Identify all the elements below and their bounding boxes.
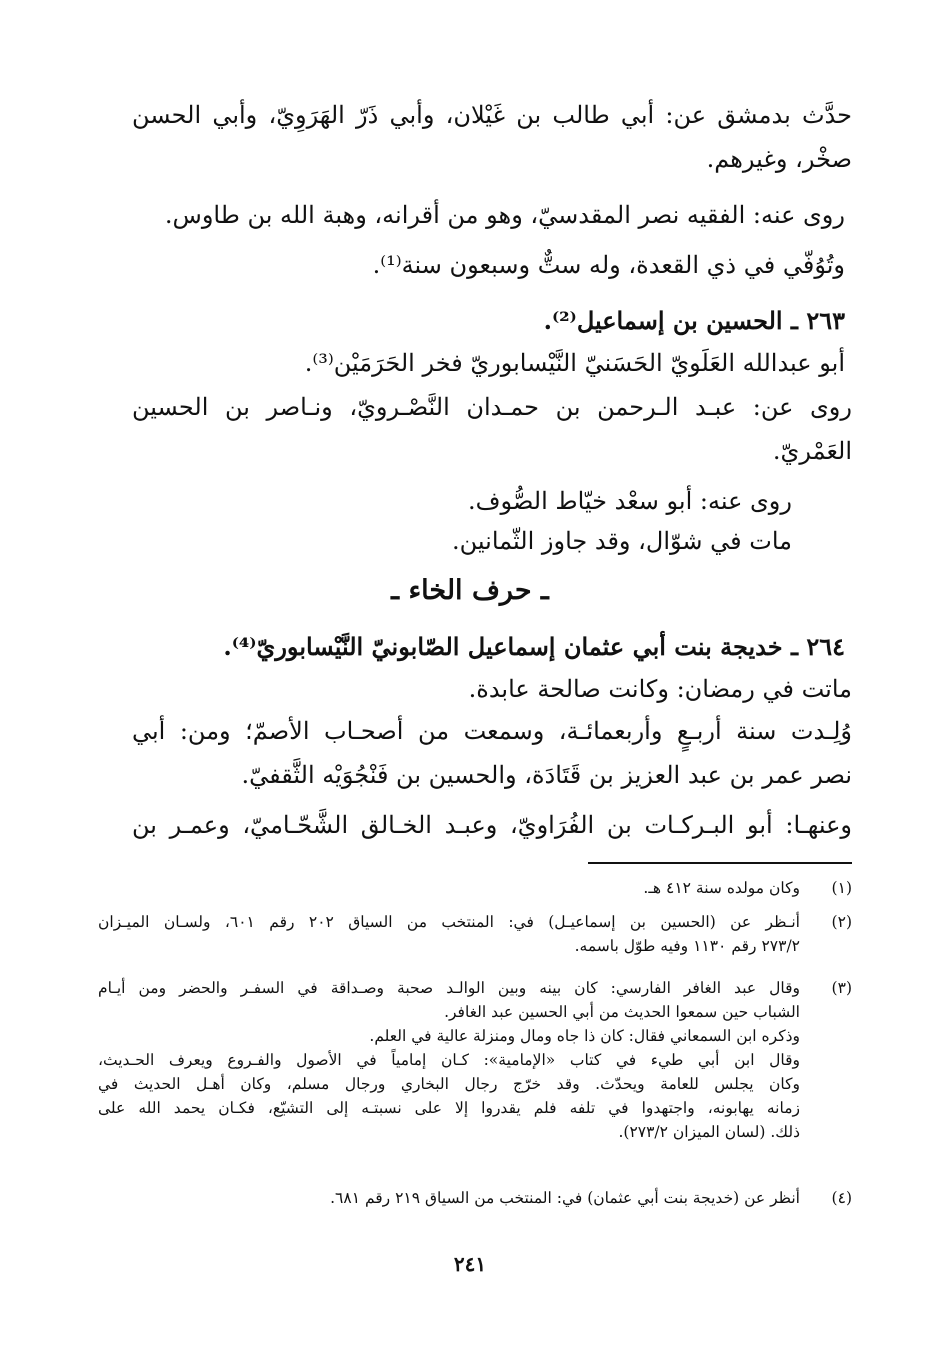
entry-264-heading: ٢٦٤ ـ خديجة بنت أبي عثمان إسماعيل الصّابونيّ النَّيْسابوريّ⁽⁴⁾. <box>223 632 845 661</box>
footnote-line: ٢٧٣/٢ رقم ١١٣٠ وفيه طوّل باسمه. <box>574 937 800 955</box>
footnote-number: (٢) <box>831 913 852 931</box>
body-line-1: حدَّث بدمشق عن: أبي طالب بن غَيْلان، وأبي ذَرّ الهَرَوِيّ، وأبي الحسن <box>132 101 852 129</box>
body-line-2: صخْر، وغيرهم. <box>706 145 852 173</box>
body-line-15: وعنهـا: أبو البـركـات بن الفُرَاويّ، وعبـد الخـالق الشَّحّـاميّ، وعمـر بن <box>132 811 852 839</box>
body-line-10: مات في شوّال، وقد جاوز الثّمانين. <box>452 527 792 555</box>
body-line-12: ماتت في رمضان: وكانت صالحة عابدة. <box>468 675 852 703</box>
footnotes <box>98 876 852 1216</box>
footnote-line: زمانه يهابونه، واجتهدوا في تلفه فلم يقدروا إلا على نسبتـه إلى التشيّع، فكـان يحمد الله على <box>98 1099 800 1117</box>
footnote-line: الشباب حين سمعوا الحديث من أبي الحسين عبد الغافر. <box>444 1003 800 1021</box>
footnote-line: ذلك. (لسان الميزان ٢٧٣/٢). <box>618 1123 800 1141</box>
footnote-separator <box>588 862 852 864</box>
body-line-8: العَمْريّ. <box>772 437 852 465</box>
footnote-line: وكان يجلس للعامة ويحدّث. وقد خرّج رجال البخاري ورجال مسلم، وكان أهـل الحديث في <box>98 1075 800 1093</box>
footnote-line: أنظر عن (خديجة بنت أبي عثمان) في: المنتخب من السياق ٢١٩ رقم ٦٨١. <box>330 1189 800 1207</box>
footnote-number: (٣) <box>831 979 852 997</box>
footnote-line: وذكره ابن السمعاني فقال: كان ذا جاه ومال ومنزلة عالية في العلم. <box>369 1027 800 1045</box>
footnote-line: أنـظر عن (الحسين بن إسماعيـل) في: المنتخب من السياق ٢٠٢ رقم ٦٠١، ولسـان الميـزان <box>98 913 800 931</box>
footnote-line: وقال ابن أبي طيء في كتاب «الإمامية»: كـان إمامياً في الأصول والفـروع ويعرف الحـديث، <box>98 1051 800 1069</box>
footnote-line: وكان مولده سنة ٤١٢ هـ. <box>643 879 800 897</box>
body-line-3: روى عنه: الفقيه نصر المقدسيّ، وهو من أقرانه، وهبة الله بن طاوس. <box>164 201 845 229</box>
body-line-13: وُلِـدت سنة أربـعٍ وأربعمائـة، وسمعت من أصحـاب الأصمّ؛ ومن: أبي <box>132 717 852 745</box>
page-number: ٢٤١ <box>453 1252 487 1276</box>
footnote-number: (٤) <box>831 1189 852 1207</box>
body-line-9: روى عنه: أبو سعْد خيّاط الصُّوف. <box>468 487 792 515</box>
footnote-line: وقال عبد الغافر الفارسي: كان بينه وبين الوالـد صحبة وصـداقة في السفـر والحضر ومن أيـام <box>98 979 800 997</box>
footnote-number: (١) <box>831 879 852 897</box>
body-line-4: وتُوُفّي في ذي القعدة، وله ستٌّ وسبعون سنة⁽¹⁾. <box>372 251 845 279</box>
entry-263-heading: ٢٦٣ ـ الحسين بن إسماعيل⁽²⁾. <box>543 306 845 335</box>
body-line-6: أبو عبدالله العَلَويّ الحَسَنيّ النَّيْسابوريّ فخر الحَرَمَيْن⁽³⁾. <box>304 349 845 377</box>
section-heading: ـ حرف الخاء ـ <box>391 575 549 606</box>
body-line-7: روى عن: عبـد الـرحمن بن حمـدان النَّصْـرويّ، ونـاصر بن الحسين <box>132 393 852 421</box>
body-line-14: نصر عمر بن عبد العزيز بن قَتَادَة، والحسين بن فَنْجُوَيْه الثَّقفيّ. <box>241 761 852 789</box>
